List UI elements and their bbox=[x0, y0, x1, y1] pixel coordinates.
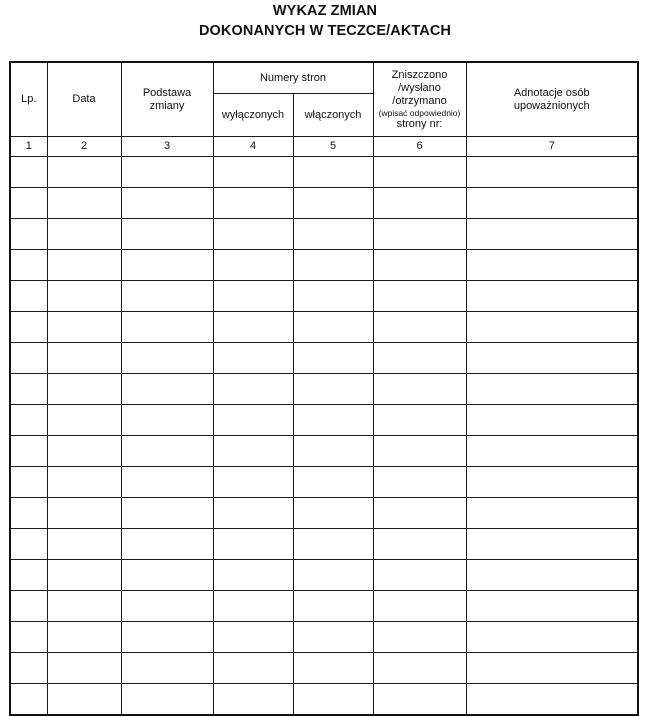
table-cell bbox=[213, 157, 293, 188]
table-cell bbox=[293, 250, 373, 281]
table-cell bbox=[213, 343, 293, 374]
column-number: 7 bbox=[466, 137, 638, 157]
table-cell bbox=[373, 281, 466, 312]
table-cell bbox=[373, 560, 466, 591]
table-cell bbox=[10, 157, 47, 188]
table-cell bbox=[293, 498, 373, 529]
table-cell bbox=[47, 622, 121, 653]
table-cell bbox=[466, 529, 638, 560]
table-cell bbox=[466, 157, 638, 188]
table-cell bbox=[47, 281, 121, 312]
table-cell bbox=[47, 219, 121, 250]
table-cell bbox=[10, 281, 47, 312]
table-row bbox=[10, 250, 638, 281]
table-cell bbox=[466, 405, 638, 436]
table-cell bbox=[466, 188, 638, 219]
table-cell bbox=[373, 188, 466, 219]
header-wlaczonych: włączonych bbox=[293, 94, 373, 137]
table-cell bbox=[47, 591, 121, 622]
table-cell bbox=[47, 467, 121, 498]
table-cell bbox=[121, 157, 213, 188]
table-row bbox=[10, 622, 638, 653]
document-title-line1: WYKAZ ZMIAN bbox=[272, 3, 378, 19]
table-cell bbox=[373, 498, 466, 529]
table-cell bbox=[47, 188, 121, 219]
column-number: 3 bbox=[121, 137, 213, 157]
table-cell bbox=[373, 622, 466, 653]
column-number: 1 bbox=[10, 137, 47, 157]
table-cell bbox=[373, 343, 466, 374]
table-cell bbox=[121, 653, 213, 684]
table-cell bbox=[293, 343, 373, 374]
table-cell bbox=[293, 219, 373, 250]
table-cell bbox=[293, 529, 373, 560]
column-number: 2 bbox=[47, 137, 121, 157]
header-zniszczono: Zniszczono /wysłano /otrzymano (wpisać odpowiednio) strony nr: bbox=[373, 62, 466, 137]
table-cell bbox=[373, 591, 466, 622]
changes-register-table bbox=[9, 61, 639, 716]
table-cell bbox=[213, 405, 293, 436]
table-cell bbox=[121, 529, 213, 560]
table-cell bbox=[213, 684, 293, 716]
table-cell bbox=[466, 498, 638, 529]
table-cell bbox=[47, 653, 121, 684]
table-cell bbox=[47, 374, 121, 405]
table-cell bbox=[293, 591, 373, 622]
table-cell bbox=[213, 312, 293, 343]
table-cell bbox=[293, 405, 373, 436]
table-cell bbox=[121, 591, 213, 622]
table-cell bbox=[373, 312, 466, 343]
table-cell bbox=[213, 188, 293, 219]
table-cell bbox=[293, 653, 373, 684]
column-number-row bbox=[10, 137, 638, 157]
table-cell bbox=[213, 653, 293, 684]
table-cell bbox=[47, 157, 121, 188]
table-cell bbox=[10, 653, 47, 684]
table-cell bbox=[213, 560, 293, 591]
table-cell bbox=[373, 684, 466, 716]
table-cell bbox=[10, 188, 47, 219]
table-cell bbox=[10, 529, 47, 560]
table-cell bbox=[10, 405, 47, 436]
table-cell bbox=[466, 467, 638, 498]
table-cell bbox=[213, 219, 293, 250]
table-cell bbox=[293, 312, 373, 343]
table-cell bbox=[466, 281, 638, 312]
table-row bbox=[10, 219, 638, 250]
table-cell bbox=[10, 343, 47, 374]
table-cell bbox=[373, 157, 466, 188]
table-row bbox=[10, 498, 638, 529]
table-cell bbox=[293, 622, 373, 653]
table-cell bbox=[373, 529, 466, 560]
table-cell bbox=[293, 374, 373, 405]
table-cell bbox=[10, 312, 47, 343]
table-cell bbox=[213, 281, 293, 312]
table-cell bbox=[10, 622, 47, 653]
table-cell bbox=[47, 560, 121, 591]
table-cell bbox=[121, 405, 213, 436]
table-cell bbox=[10, 560, 47, 591]
table-row bbox=[10, 467, 638, 498]
table-cell bbox=[121, 498, 213, 529]
table-row bbox=[10, 653, 638, 684]
table-cell bbox=[466, 219, 638, 250]
table-cell bbox=[121, 622, 213, 653]
table-cell bbox=[10, 374, 47, 405]
table-cell bbox=[373, 653, 466, 684]
table-cell bbox=[466, 312, 638, 343]
table-cell bbox=[47, 405, 121, 436]
column-number: 4 bbox=[213, 137, 293, 157]
table-cell bbox=[121, 219, 213, 250]
table-cell bbox=[121, 188, 213, 219]
table-cell bbox=[121, 560, 213, 591]
table-cell bbox=[10, 498, 47, 529]
table-cell bbox=[466, 622, 638, 653]
header-podstawa-zmiany: Podstawa zmiany bbox=[121, 62, 213, 137]
table-cell bbox=[10, 219, 47, 250]
table-cell bbox=[373, 436, 466, 467]
table-row bbox=[10, 281, 638, 312]
table-cell bbox=[213, 467, 293, 498]
table-cell bbox=[10, 436, 47, 467]
table-cell bbox=[121, 684, 213, 716]
table-row bbox=[10, 529, 638, 560]
table-cell bbox=[10, 250, 47, 281]
table-row bbox=[10, 405, 638, 436]
table-cell bbox=[47, 436, 121, 467]
table-cell bbox=[47, 498, 121, 529]
table-cell bbox=[293, 436, 373, 467]
table-cell bbox=[373, 467, 466, 498]
table-cell bbox=[466, 374, 638, 405]
table-cell bbox=[293, 684, 373, 716]
table-row bbox=[10, 684, 638, 716]
table-cell bbox=[466, 560, 638, 591]
table-cell bbox=[47, 684, 121, 716]
table-cell bbox=[293, 560, 373, 591]
table-cell bbox=[213, 436, 293, 467]
table-cell bbox=[293, 281, 373, 312]
table-cell bbox=[121, 312, 213, 343]
header-adnotacje: Adnotacje osób upoważnionych bbox=[466, 62, 638, 137]
table-cell bbox=[293, 467, 373, 498]
document-title-line2: DOKONANYCH W TECZCE/AKTACH bbox=[198, 23, 452, 39]
table-cell bbox=[373, 250, 466, 281]
table-cell bbox=[373, 374, 466, 405]
table-cell bbox=[121, 281, 213, 312]
table-cell bbox=[121, 374, 213, 405]
table-cell bbox=[121, 343, 213, 374]
table-cell bbox=[293, 188, 373, 219]
table-cell bbox=[213, 591, 293, 622]
header-data: Data bbox=[47, 62, 121, 137]
table-row bbox=[10, 312, 638, 343]
table-cell bbox=[213, 529, 293, 560]
table-cell bbox=[10, 467, 47, 498]
table-row bbox=[10, 343, 638, 374]
table-cell bbox=[10, 591, 47, 622]
table-cell bbox=[466, 684, 638, 716]
table-cell bbox=[373, 405, 466, 436]
table-row bbox=[10, 436, 638, 467]
header-wylaczonych: wyłączonych bbox=[213, 94, 293, 137]
table-cell bbox=[47, 529, 121, 560]
table-cell bbox=[466, 436, 638, 467]
table-row bbox=[10, 374, 638, 405]
table-body bbox=[10, 157, 638, 716]
table-cell bbox=[10, 684, 47, 716]
table-row bbox=[10, 157, 638, 188]
table-cell bbox=[466, 591, 638, 622]
table-cell bbox=[293, 157, 373, 188]
table-cell bbox=[121, 436, 213, 467]
table-cell bbox=[373, 219, 466, 250]
table-row bbox=[10, 591, 638, 622]
table-cell bbox=[47, 312, 121, 343]
table-cell bbox=[47, 343, 121, 374]
header-lp: Lp. bbox=[10, 62, 47, 137]
table-cell bbox=[121, 467, 213, 498]
table-cell bbox=[466, 653, 638, 684]
table-cell bbox=[213, 250, 293, 281]
table-cell bbox=[466, 250, 638, 281]
column-number: 6 bbox=[373, 137, 466, 157]
table-row bbox=[10, 560, 638, 591]
header-numery-stron: Numery stron bbox=[213, 62, 373, 94]
table-cell bbox=[213, 374, 293, 405]
table-cell bbox=[47, 250, 121, 281]
table-cell bbox=[466, 343, 638, 374]
table-cell bbox=[213, 498, 293, 529]
table-cell bbox=[121, 250, 213, 281]
table-row bbox=[10, 188, 638, 219]
table-cell bbox=[213, 622, 293, 653]
column-number: 5 bbox=[293, 137, 373, 157]
